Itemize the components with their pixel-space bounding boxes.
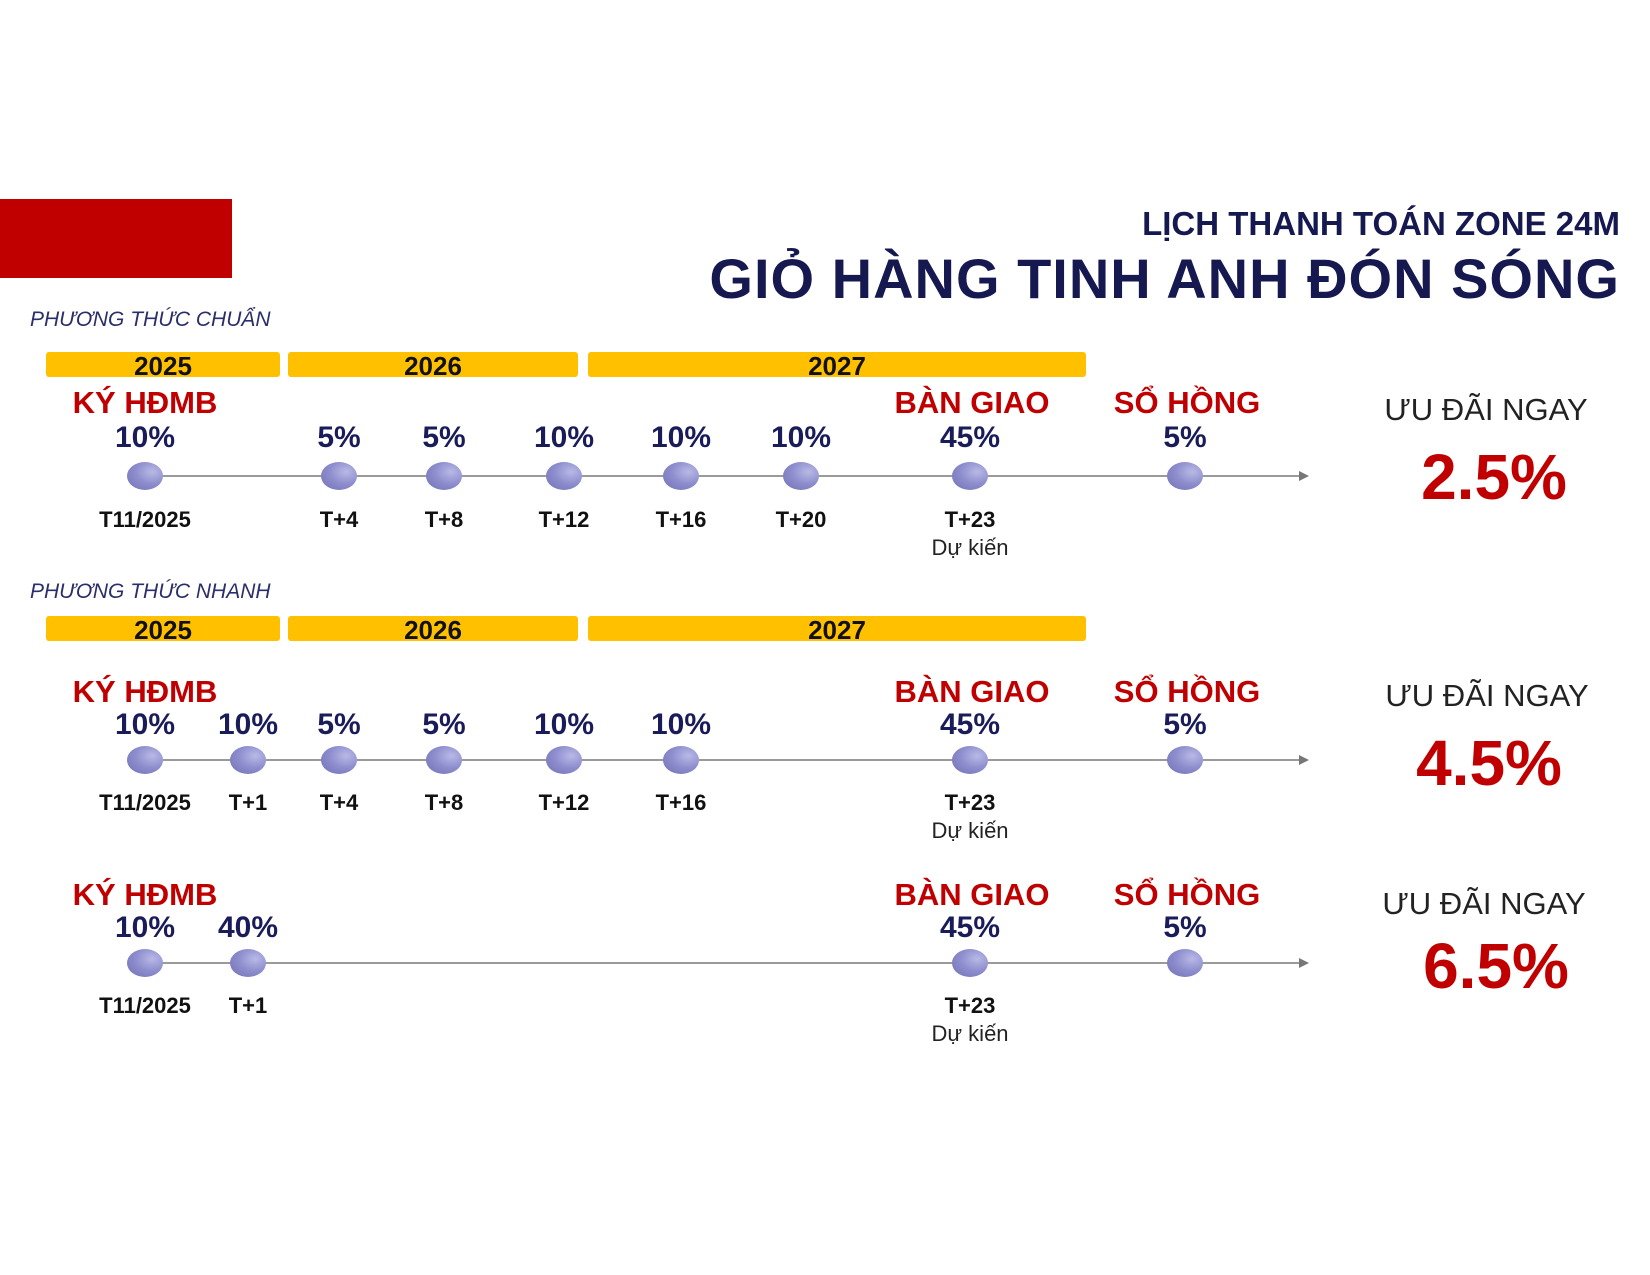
payment-time: T+16 xyxy=(655,790,707,815)
timeline-dot-icon xyxy=(1167,949,1203,977)
payment-time: T+16 xyxy=(655,507,707,532)
timeline-line xyxy=(145,962,1301,964)
milestone-sign-contract: KÝ HĐMB xyxy=(72,674,218,709)
timeline-dot-icon xyxy=(783,462,819,490)
payment-percent: 10% xyxy=(114,708,176,741)
timeline-dot-icon xyxy=(546,462,582,490)
payment-time: T+23 xyxy=(944,507,996,532)
section-label-fast: PHƯƠNG THỨC NHANH xyxy=(30,580,271,603)
timeline-arrow-icon xyxy=(1299,471,1309,481)
timeline-dot-icon xyxy=(426,462,462,490)
payment-time: T+12 xyxy=(538,790,590,815)
timeline-dot-icon xyxy=(127,949,163,977)
payment-percent: 45% xyxy=(939,911,1001,944)
timeline-dot-icon xyxy=(1167,746,1203,774)
payment-percent: 45% xyxy=(939,421,1001,454)
year-bar-2027: 2027 xyxy=(588,352,1086,377)
timeline-dot-icon xyxy=(952,949,988,977)
payment-note: Dự kiến xyxy=(931,535,1009,560)
timeline-line xyxy=(145,475,1301,477)
payment-percent: 5% xyxy=(1163,911,1207,944)
payment-percent: 10% xyxy=(217,708,279,741)
timeline-dot-icon xyxy=(230,746,266,774)
payment-percent: 40% xyxy=(217,911,279,944)
payment-time: T11/2025 xyxy=(99,507,191,532)
timeline-dot-icon xyxy=(663,462,699,490)
payment-percent: 5% xyxy=(317,421,361,454)
page-subtitle: LỊCH THANH TOÁN ZONE 24M xyxy=(1142,205,1620,242)
payment-percent: 45% xyxy=(939,708,1001,741)
payment-time: T+20 xyxy=(775,507,827,532)
payment-time: T+8 xyxy=(424,790,464,815)
year-bar-2025: 2025 xyxy=(46,616,280,641)
timeline-dot-icon xyxy=(546,746,582,774)
payment-time: T+8 xyxy=(424,507,464,532)
promo-value: 6.5% xyxy=(1423,930,1569,1002)
milestone-handover: BÀN GIAO xyxy=(894,385,1050,420)
milestone-sign-contract: KÝ HĐMB xyxy=(72,877,218,912)
timeline-dot-icon xyxy=(127,462,163,490)
payment-time: T+1 xyxy=(228,993,268,1018)
timeline-dot-icon xyxy=(952,746,988,774)
payment-percent: 5% xyxy=(1163,421,1207,454)
milestone-sign-contract: KÝ HĐMB xyxy=(72,385,218,420)
timeline-dot-icon xyxy=(1167,462,1203,490)
payment-percent: 10% xyxy=(114,421,176,454)
milestone-handover: BÀN GIAO xyxy=(894,674,1050,709)
payment-percent: 5% xyxy=(422,708,466,741)
milestone-pink-book: SỔ HỒNG xyxy=(1113,674,1261,709)
milestone-pink-book: SỔ HỒNG xyxy=(1113,385,1261,420)
payment-time: T+4 xyxy=(319,790,359,815)
milestone-handover: BÀN GIAO xyxy=(894,877,1050,912)
timeline-dot-icon xyxy=(952,462,988,490)
promo-value: 2.5% xyxy=(1421,441,1567,513)
payment-time: T+1 xyxy=(228,790,268,815)
payment-percent: 10% xyxy=(114,911,176,944)
payment-time: T+23 xyxy=(944,993,996,1018)
payment-time: T+4 xyxy=(319,507,359,532)
promo-label: ƯU ĐÃI NGAY xyxy=(1385,678,1589,713)
payment-time: T+12 xyxy=(538,507,590,532)
timeline-dot-icon xyxy=(321,462,357,490)
year-bar-2026: 2026 xyxy=(288,352,578,377)
payment-percent: 10% xyxy=(533,421,595,454)
payment-time: T+23 xyxy=(944,790,996,815)
payment-percent: 5% xyxy=(317,708,361,741)
promo-label: ƯU ĐÃI NGAY xyxy=(1382,886,1586,921)
timeline-arrow-icon xyxy=(1299,958,1309,968)
promo-label: ƯU ĐÃI NGAY xyxy=(1384,392,1588,427)
milestone-pink-book: SỔ HỒNG xyxy=(1113,877,1261,912)
payment-percent: 10% xyxy=(770,421,832,454)
timeline-dot-icon xyxy=(127,746,163,774)
timeline-dot-icon xyxy=(230,949,266,977)
payment-note: Dự kiến xyxy=(931,1021,1009,1046)
timeline-arrow-icon xyxy=(1299,755,1309,765)
payment-percent: 10% xyxy=(650,708,712,741)
year-bar-2027: 2027 xyxy=(588,616,1086,641)
payment-percent: 5% xyxy=(422,421,466,454)
timeline-dot-icon xyxy=(663,746,699,774)
page-title: GIỎ HÀNG TINH ANH ĐÓN SÓNG xyxy=(709,247,1620,310)
timeline-dot-icon xyxy=(321,746,357,774)
payment-percent: 10% xyxy=(650,421,712,454)
payment-time: T11/2025 xyxy=(99,993,191,1018)
payment-note: Dự kiến xyxy=(931,818,1009,843)
payment-percent: 5% xyxy=(1163,708,1207,741)
payment-percent: 10% xyxy=(533,708,595,741)
year-bar-2026: 2026 xyxy=(288,616,578,641)
timeline-line xyxy=(145,759,1301,761)
year-bar-2025: 2025 xyxy=(46,352,280,377)
red-accent-bar xyxy=(0,199,232,278)
section-label-standard: PHƯƠNG THỨC CHUẨN xyxy=(30,308,271,331)
payment-time: T11/2025 xyxy=(99,790,191,815)
promo-value: 4.5% xyxy=(1416,727,1562,799)
timeline-dot-icon xyxy=(426,746,462,774)
